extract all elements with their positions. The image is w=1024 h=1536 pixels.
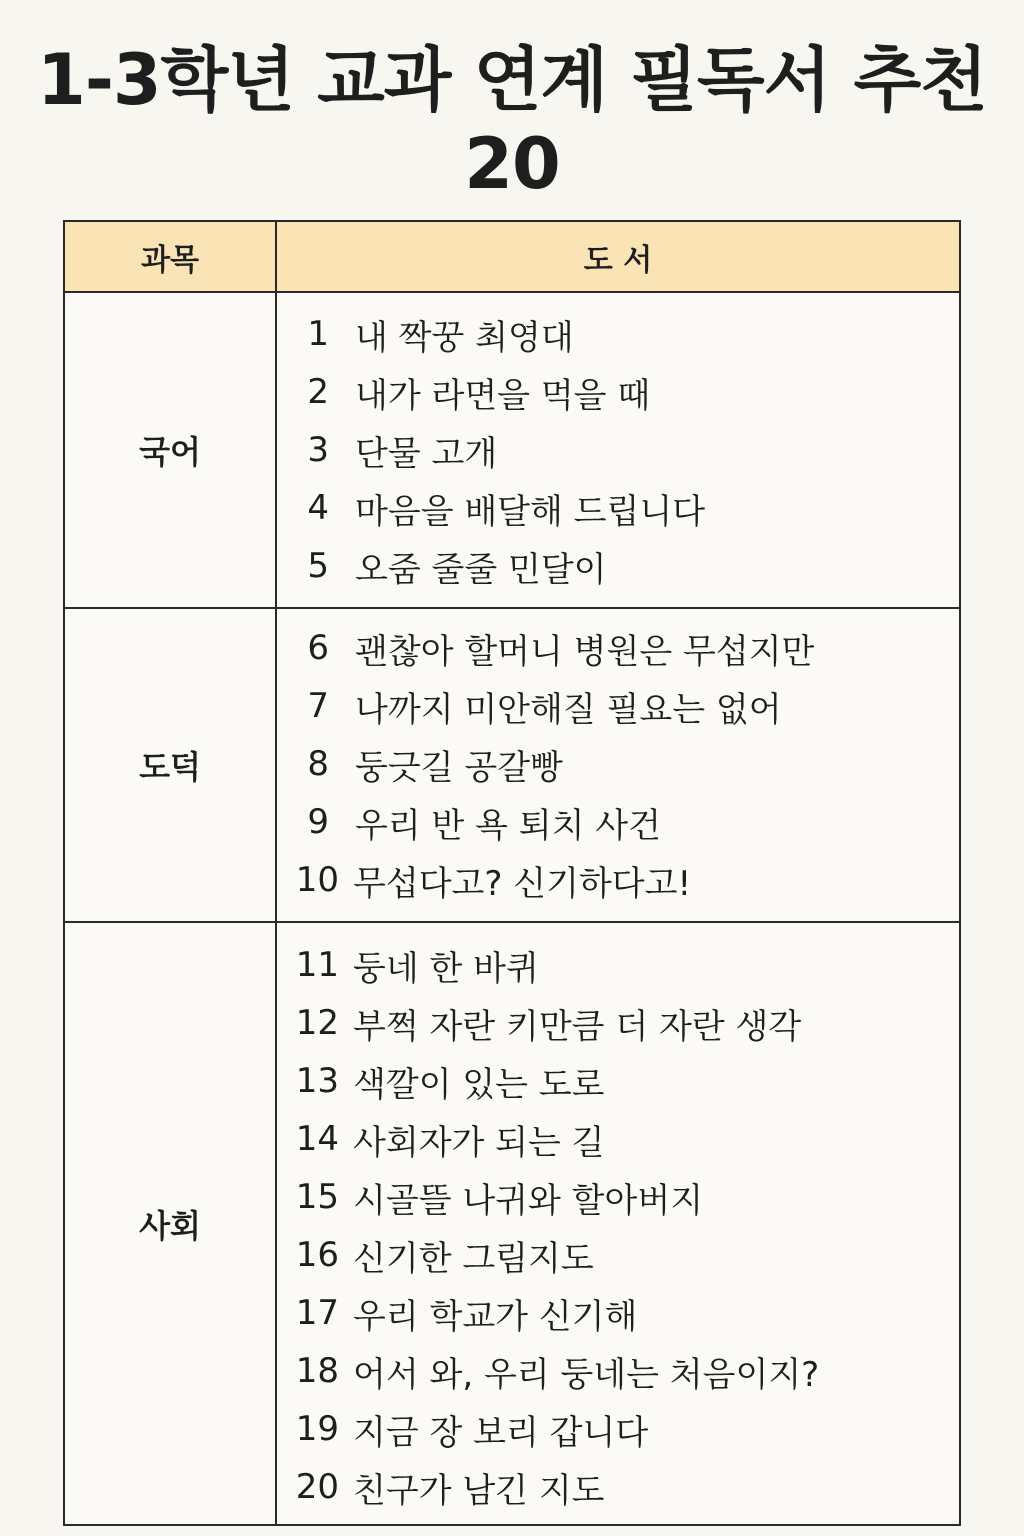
book-title: 우리 반 욕 퇴치 사건 [355,805,661,846]
book-title: 우리 학교가 신기해 [353,1296,638,1337]
book-item [277,619,959,677]
book-item [277,1458,959,1516]
book-title: 괜찮아 할머니 병원은 무섭지만 [355,631,815,672]
title-line-1: 1-3학년 교과 연계 필독서 추천 [37,39,987,121]
book-number: 10 [295,860,339,900]
book-item [277,1226,959,1284]
book-number: 8 [307,744,329,784]
book-item [277,1110,959,1168]
book-item [277,994,959,1052]
book-number: 3 [307,430,329,470]
book-item [277,421,959,479]
book-list [277,923,959,1516]
book-title: 색깔이 있는 도로 [353,1064,605,1105]
subject-cell: 사회 [64,922,276,1525]
book-number: 5 [307,546,329,586]
book-item [277,1052,959,1110]
books-cell [276,608,960,922]
book-list [277,609,959,909]
page-title [0,38,1024,206]
header-subject: 과목 [64,221,276,292]
book-title: 지금 장 보리 갑니다 [353,1412,649,1453]
book-item [277,735,959,793]
book-item [277,305,959,363]
book-item [277,1400,959,1458]
book-item [277,479,959,537]
book-title: 사회자가 되는 길 [353,1122,605,1163]
book-number: 4 [307,488,329,528]
book-item [277,1168,959,1226]
book-number: 12 [295,1003,339,1043]
book-number: 17 [295,1293,339,1333]
books-cell [276,292,960,608]
book-number: 2 [307,372,329,412]
book-title: 오줌 줄줄 민달이 [355,549,607,590]
book-number: 15 [295,1177,339,1217]
book-title: 내 짝꿍 최영대 [355,317,574,358]
book-number: 18 [295,1351,339,1391]
header-books: 도 서 [276,221,960,292]
book-item [277,677,959,735]
book-item [277,793,959,851]
books-cell [276,922,960,1525]
book-title: 친구가 남긴 지도 [353,1470,605,1511]
subject-row-moral [64,608,960,922]
book-item [277,363,959,421]
book-title: 마음을 배달해 드립니다 [355,491,706,532]
book-number: 6 [307,628,329,668]
subject-cell: 국어 [64,292,276,608]
book-list [277,293,959,595]
book-title: 시골뜰 나귀와 할아버지 [353,1180,704,1221]
subject-row-korean [64,292,960,608]
subject-cell: 도덕 [64,608,276,922]
book-item [277,1342,959,1400]
book-number: 20 [295,1467,339,1507]
book-number: 16 [295,1235,339,1275]
book-title: 무섭다고? 신기하다고! [353,863,692,904]
book-item [277,537,959,595]
book-title: 신기한 그림지도 [353,1238,594,1279]
book-number: 7 [307,686,329,726]
book-title: 단물 고개 [355,433,498,474]
book-item [277,936,959,994]
table-header-row [64,221,960,292]
subject-row-social [64,922,960,1525]
book-number: 14 [295,1119,339,1159]
book-table [63,220,961,1526]
book-number: 13 [295,1061,339,1101]
book-item [277,1284,959,1342]
book-title: 부쩍 자란 키만큼 더 자란 생각 [353,1006,802,1047]
book-number: 19 [295,1409,339,1449]
book-number: 9 [307,802,329,842]
book-title: 어서 와, 우리 둥네는 처음이지? [353,1354,820,1395]
book-item [277,851,959,909]
book-title: 둥긋길 공갈빵 [355,747,563,788]
title-line-2: 20 [464,123,560,205]
book-title: 둥네 한 바퀴 [353,948,539,989]
book-title: 나까지 미안해질 필요는 없어 [355,689,782,730]
book-number: 1 [307,314,329,354]
book-title: 내가 라면을 먹을 때 [355,375,651,416]
book-number: 11 [295,945,339,985]
